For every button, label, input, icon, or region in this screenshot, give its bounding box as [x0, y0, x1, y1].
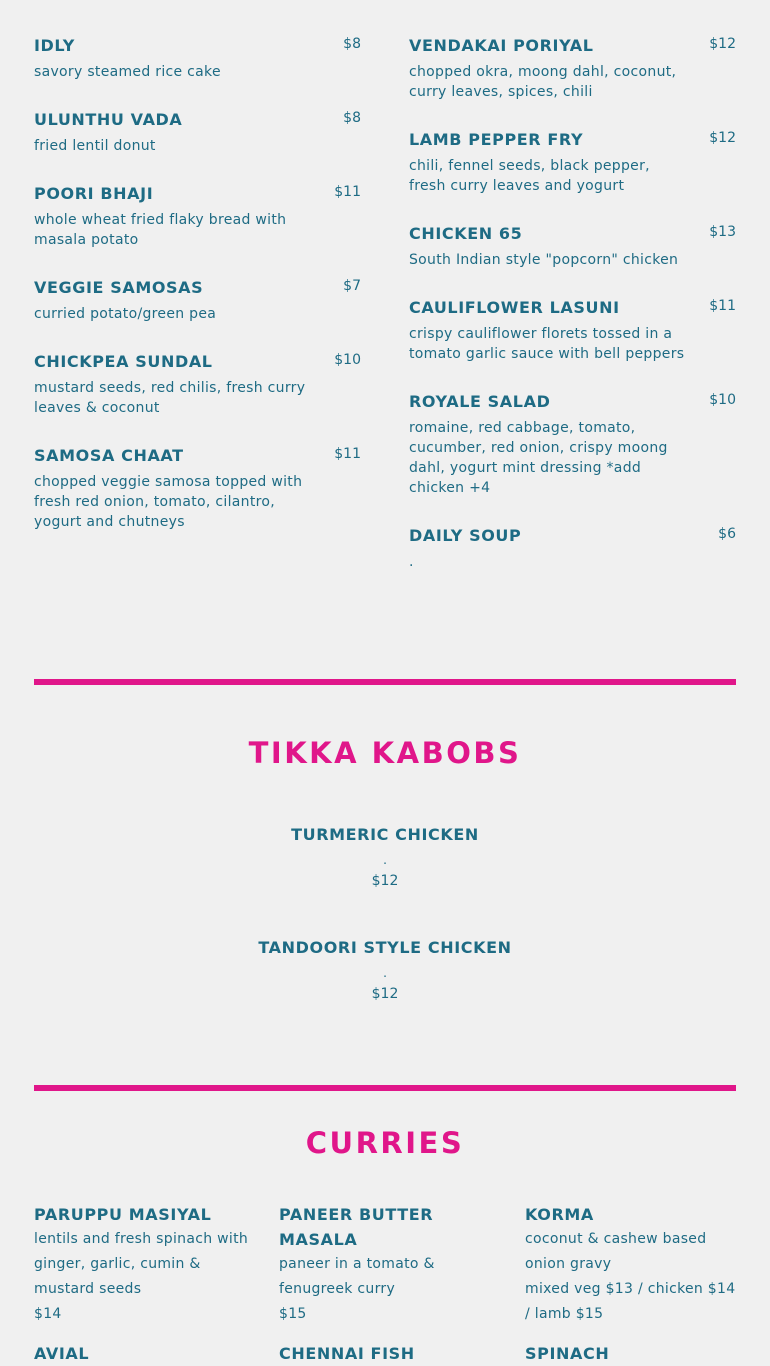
section-title-kabobs: TIKKA KABOBS: [248, 736, 522, 770]
menu-column-left: [34, 36, 361, 560]
item-price: $10: [334, 352, 361, 368]
menu-item: [34, 36, 361, 82]
item-price: $11: [334, 184, 361, 200]
item-name: ULUNTHU VADA: [34, 110, 183, 129]
item-name: LAMB PEPPER FRY: [409, 130, 584, 149]
item-description: whole wheat fried flaky bread with masala potato: [34, 212, 287, 248]
item-price: $7: [343, 278, 361, 294]
item-name: CHENNAI FISH: [279, 1344, 415, 1363]
item-description: crispy cauliflower florets tossed in a tomato garlic sauce with bell peppers: [409, 326, 685, 362]
item-price: $12: [371, 873, 399, 889]
item-price: $12: [709, 130, 736, 146]
item-description: chili, fennel seeds, black pepper, fresh curry leaves and yogurt: [409, 158, 650, 194]
kabob-item: [0, 938, 770, 1004]
item-description: South Indian style "popcorn" chicken: [409, 252, 679, 268]
section-title-curries: CURRIES: [305, 1126, 465, 1160]
item-description: romaine, red cabbage, tomato, cucumber, red onion, crispy moong dahl, yogurt mint dressing *add chicken +4: [409, 420, 668, 496]
item-price: $12: [371, 986, 399, 1002]
item-description: coconut & cashew based onion gravy: [525, 1231, 707, 1272]
section-divider: [34, 679, 736, 685]
menu-item: [34, 352, 361, 418]
menu-item: [34, 110, 361, 156]
item-price: $8: [343, 110, 361, 126]
menu-item: [34, 278, 361, 324]
item-name: SPINACH: [525, 1344, 610, 1363]
menu-item: [34, 184, 361, 250]
item-name: KORMA: [525, 1205, 594, 1224]
kabob-item: [0, 825, 770, 891]
curry-item: [279, 1202, 494, 1366]
item-name: VENDAKAI PORIYAL: [409, 36, 594, 55]
item-name: POORI BHAJI: [34, 184, 154, 203]
item-description: lentils and fresh spinach with ginger, garlic, cumin & mustard seeds: [34, 1231, 249, 1297]
menu-column-right: [409, 36, 736, 600]
item-name: CHICKEN 65: [409, 224, 523, 243]
section-divider: [34, 1085, 736, 1091]
item-description: .: [409, 554, 414, 570]
item-name: TANDOORI STYLE CHICKEN: [258, 938, 512, 957]
item-description: mustard seeds, red chilis, fresh curry leaves & coconut: [34, 380, 306, 416]
menu-item: [409, 130, 736, 196]
item-description: paneer in a tomato & fenugreek curry: [279, 1256, 435, 1297]
item-price: $14: [34, 1306, 62, 1322]
item-name: IDLY: [34, 36, 75, 55]
item-name: VEGGIE SAMOSAS: [34, 278, 204, 297]
item-price: mixed veg $13 / chicken $14 / lamb $15: [525, 1281, 736, 1322]
item-price: $15: [279, 1306, 307, 1322]
item-name: PARUPPU MASIYAL: [34, 1205, 212, 1224]
item-name: PANEER BUTTER MASALA: [279, 1205, 434, 1249]
item-description: savory steamed rice cake: [34, 64, 221, 80]
item-name: ROYALE SALAD: [409, 392, 551, 411]
curry-item: [34, 1202, 249, 1366]
item-description: .: [383, 853, 387, 867]
item-price: $6: [718, 526, 736, 542]
menu-item: [409, 392, 736, 498]
item-name: CHICKPEA SUNDAL: [34, 352, 213, 371]
menu-item: [409, 526, 736, 572]
item-description: curried potato/green pea: [34, 306, 217, 322]
item-price: $11: [709, 298, 736, 314]
item-name: TURMERIC CHICKEN: [291, 825, 479, 844]
item-description: chopped okra, moong dahl, coconut, curry leaves, spices, chili: [409, 64, 677, 100]
item-price: $10: [709, 392, 736, 408]
menu-item: [409, 224, 736, 270]
item-name: DAILY SOUP: [409, 526, 522, 545]
item-price: $13: [709, 224, 736, 240]
menu-item: [34, 446, 361, 532]
item-name: CAULIFLOWER LASUNI: [409, 298, 620, 317]
item-description: fried lentil donut: [34, 138, 156, 154]
item-price: $12: [709, 36, 736, 52]
curry-item: [525, 1202, 736, 1366]
item-name: AVIAL: [34, 1344, 90, 1363]
item-description: chopped veggie samosa topped with fresh red onion, tomato, cilantro, yogurt and chutneys: [34, 474, 303, 530]
menu-item: [409, 298, 736, 364]
menu-item: [409, 36, 736, 102]
item-description: .: [383, 966, 387, 980]
item-price: $11: [334, 446, 361, 462]
item-name: SAMOSA CHAAT: [34, 446, 184, 465]
item-price: $8: [343, 36, 361, 52]
